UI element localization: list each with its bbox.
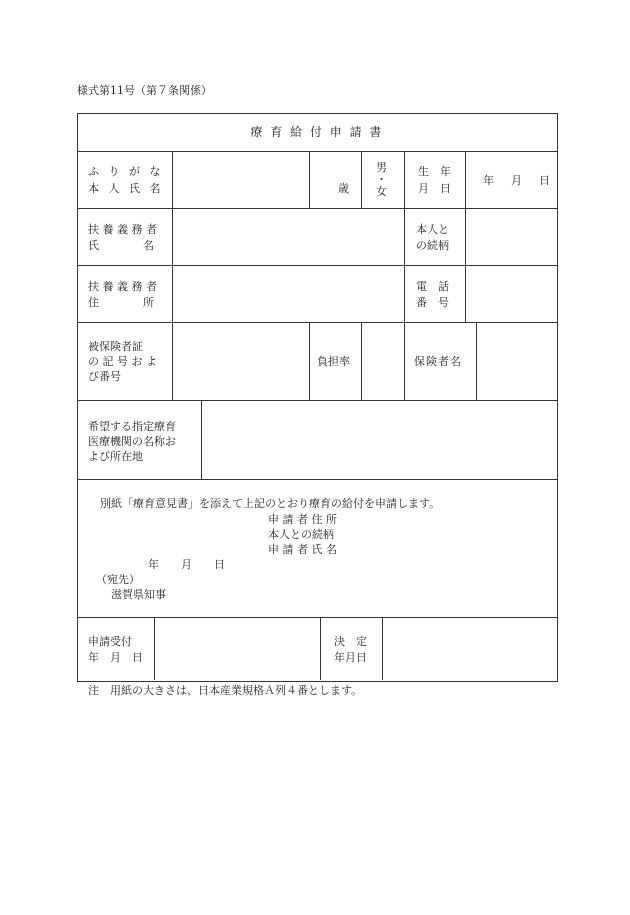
decision-date-field[interactable] xyxy=(383,618,556,680)
relation-field[interactable] xyxy=(466,209,556,265)
birthdate-field[interactable]: 年 月 日 xyxy=(483,174,553,187)
application-date: 年 月 日 xyxy=(148,558,225,571)
divider xyxy=(404,208,405,265)
insurer-name-field[interactable] xyxy=(477,323,556,400)
decision-label-2: 年月日 xyxy=(334,651,367,664)
phone-label-2: 番 号 xyxy=(416,296,449,309)
governor-label: 滋賀県知事 xyxy=(111,588,166,601)
facility-label-1: 希望する指定療育 xyxy=(88,420,176,433)
furigana-label: ふ り が な xyxy=(88,165,164,178)
relation-label-1: 本人と xyxy=(416,223,449,236)
received-label-2: 年 月 日 xyxy=(88,651,143,664)
insured-id-label-3: び番号 xyxy=(88,370,121,383)
footnote: 注 用紙の大きさは、日本産業規格Ａ列４番とします。 xyxy=(88,684,363,697)
sex-female-option[interactable]: 女 xyxy=(376,185,387,198)
insured-id-label-2: の 記 号 お よ xyxy=(88,355,157,368)
phone-label-1: 電 話 xyxy=(416,280,449,293)
age-field[interactable] xyxy=(310,152,361,208)
addressee-label: （宛先） xyxy=(96,573,140,586)
burden-rate-label: 負担率 xyxy=(317,355,350,368)
received-label-1: 申請受付 xyxy=(88,635,132,648)
applicant-name-label: 申 請 者 氏 名 xyxy=(268,543,337,556)
sex-male-option[interactable]: 男 xyxy=(376,161,387,174)
divider xyxy=(404,322,405,400)
divider xyxy=(309,322,310,400)
facility-label-3: よび所在地 xyxy=(88,450,143,463)
divider xyxy=(404,151,405,208)
insured-id-label-1: 被保険者証 xyxy=(88,340,143,353)
guardian-address-field[interactable] xyxy=(173,266,404,322)
applicant-relation-label: 本人との続柄 xyxy=(268,528,334,541)
guardian-name-label-2: 氏 名 xyxy=(88,239,154,252)
birthdate-label-2: 月 日 xyxy=(418,182,451,195)
facility-label-2: 医療機関の名称お xyxy=(88,435,176,448)
divider xyxy=(465,151,466,208)
name-label: 本 人 氏 名 xyxy=(88,182,164,195)
declaration-statement: 別紙「療育意見書」を添えて上記のとおり療育の給付を申請します。 xyxy=(100,497,441,510)
insured-id-field[interactable] xyxy=(173,323,309,400)
applicant-address-label: 申 請 者 住 所 xyxy=(268,513,337,526)
guardian-address-label-1: 扶 養 義 務 者 xyxy=(88,280,157,293)
page-title: 療 育 給 付 申 請 書 xyxy=(250,125,384,139)
received-date-field[interactable] xyxy=(155,618,320,680)
divider xyxy=(320,617,321,680)
form-id: 様式第11号（第７条関係） xyxy=(77,84,212,97)
divider xyxy=(77,479,557,480)
insurer-name-label: 保険者名 xyxy=(414,355,462,368)
relation-label-2: の続柄 xyxy=(416,239,449,252)
furigana-field[interactable] xyxy=(173,152,309,208)
divider xyxy=(404,265,405,322)
divider xyxy=(361,151,362,208)
guardian-name-field[interactable] xyxy=(173,209,404,265)
burden-rate-field[interactable] xyxy=(362,323,404,400)
guardian-name-label-1: 扶 養 義 務 者 xyxy=(88,223,157,236)
sex-separator: ・ xyxy=(376,173,387,186)
decision-label-1: 決 定 xyxy=(334,635,367,648)
age-unit-label: 歳 xyxy=(338,182,349,195)
birthdate-label-1: 生 年 xyxy=(418,165,451,178)
phone-field[interactable] xyxy=(466,266,556,322)
guardian-address-label-2: 住 所 xyxy=(88,296,154,309)
facility-field[interactable] xyxy=(202,401,556,479)
